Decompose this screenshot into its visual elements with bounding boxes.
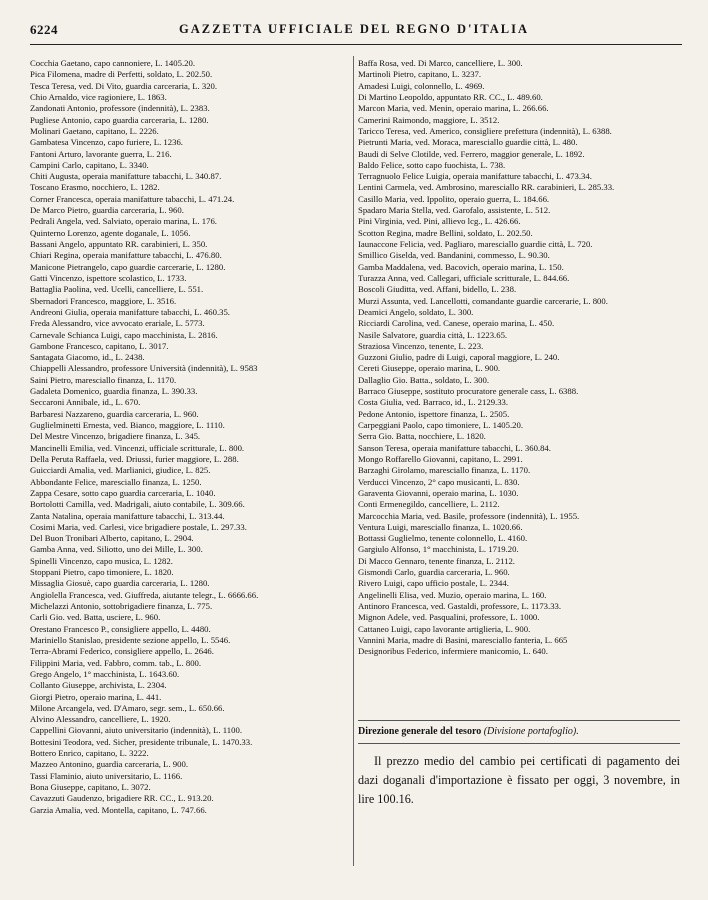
list-item: Mazzeo Antonino, guardia carceraria, L. 900. <box>30 759 188 770</box>
list-item: De Marco Pietro, guardia carceraria, L. 960. <box>30 205 184 216</box>
list-item: Carnevale Schianca Luigi, capo macchinista, L. 2816. <box>30 329 218 340</box>
list-item: Pietrunti Maria, ved. Moraca, maresciallo guardie città, L. 480. <box>358 137 578 148</box>
list-item: Pedone Antonio, ispettore finanza, L. 2505. <box>358 408 510 419</box>
list-item: Angelinelli Elisa, ved. Muzio, operaio marina, L. 160. <box>358 589 547 600</box>
list-item: Toscano Erasmo, nocchiero, L. 1282. <box>30 182 160 193</box>
list-item: Martinoli Pietro, capitano, L. 3237. <box>358 69 482 80</box>
list-item: Orestano Francesco P., consigliere appello, L. 4480. <box>30 623 211 634</box>
list-item: Pini Virginia, ved. Pini, allievo lcg., L. 426.66. <box>358 216 521 227</box>
list-item: Gadaleta Domenico, guardia finanza, L. 390.33. <box>30 386 198 397</box>
list-item: Sbernadori Francesco, maggiore, L. 3516. <box>30 295 177 306</box>
list-item: Ricciardi Carolina, ved. Canese, operaio marina, L. 450. <box>358 318 555 329</box>
list-item: Conti Ermenegildo, cancelliere, L. 2112. <box>358 499 500 510</box>
list-item: Molinari Gaetano, capitano, L. 2226. <box>30 125 159 136</box>
list-item: Cereti Giuseppe, operaio marina, L. 900. <box>358 363 501 374</box>
list-item: Casillo Maria, ved. Ippolito, operaio guerra, L. 184.66. <box>358 193 550 204</box>
list-item: Santagata Giacomo, id., L. 2438. <box>30 352 145 363</box>
list-item: Carpeggiani Paolo, capo timoniere, L. 1405.20. <box>358 420 524 430</box>
list-item: Barzaghi Girolamo, maresciallo finanza, L. 1170. <box>358 465 531 476</box>
list-item: Serra Gio. Batta, nocchiere, L. 1820. <box>358 431 486 442</box>
list-item: Collanto Giuseppe, archivista, L. 2304. <box>30 680 167 691</box>
list-item: Baldo Felice, sotto capo fuochista, L. 738. <box>358 159 506 170</box>
list-item: Michelazzi Antonio, sottobrigadiere finanza, L. 775. <box>30 601 213 611</box>
list-item: Carli Gio. ved. Batta, usciere, L. 960. <box>30 612 161 623</box>
list-item: Bottesini Teodora, ved. Sicher, presidente tribunale, L. 1470.33. <box>30 736 253 747</box>
list-item: Mancinelli Emilia, ved. Vincenzi, ufficiale scritturale, L. 800. <box>30 442 245 453</box>
list-item: Della Peruta Raffaela, ved. Driussi, furier maggiore, L. 288. <box>30 453 239 464</box>
list-item: Alvino Alessandro, cancelliere, L. 1920. <box>30 714 171 725</box>
list-item: Gambone Francesco, capitano, L. 3017. <box>30 340 169 351</box>
list-item: Gismondi Carlo, guardia carceraria, L. 960. <box>358 567 510 578</box>
section-rule-top <box>358 720 680 721</box>
section-title: Direzione generale del tesoro <box>358 726 482 737</box>
list-item: Terra-Abrami Federico, consigliere appello, L. 2646. <box>30 646 214 657</box>
list-item: Designoribus Federico, infermiere manicomio, L. 640. <box>358 646 548 657</box>
header-rule <box>30 44 682 45</box>
list-item: Mongo Roffarello Giovanni, capitano, L. 2991. <box>358 453 523 464</box>
list-item: Taricco Teresa, ved. Americo, consigliere prefettura (indennità), L. 6388. <box>358 125 612 136</box>
list-item: Andreoni Giulia, operaia manifatture tabacchi, L. 460.35. <box>30 306 230 317</box>
list-item: Chiti Augusta, operaia manifatture tabacchi, L. 340.87. <box>30 171 222 182</box>
list-item: Straziosa Vincenzo, tenente, L. 223. <box>358 340 484 351</box>
list-item: Murzi Assunta, ved. Lancellotti, comandante guardie carcerarie, L. 800. <box>358 295 608 306</box>
list-item: Garaventa Giovanni, operaio marina, L. 1030. <box>358 487 519 498</box>
list-item: Angiolella Francesca, ved. Giuffreda, aiutante telegr., L. 6666.66. <box>30 589 259 600</box>
list-item: Gatti Vincenzo, ispettore scolastico, L. 1733. <box>30 272 187 283</box>
list-item: Gambatesa Vincenzo, capo furiere, L. 1236. <box>30 137 183 148</box>
list-item: Pedrali Angela, ved. Salviato, operaio marina, L. 176. <box>30 216 217 227</box>
list-item: Chiari Regina, operaia manifatture tabacchi, L. 476.80. <box>30 250 222 261</box>
list-item: Guicciardi Amalia, ved. Marlianici, giudice, L. 825. <box>30 465 211 476</box>
list-item: Pugliese Antonio, capo guardia carceraria, L. 1280. <box>30 114 209 125</box>
list-item: Bottassi Guglielmo, tenente colonnello, L. 4160. <box>358 533 528 544</box>
list-item: Del Mestre Vincenzo, brigadiere finanza, L. 345. <box>30 431 201 442</box>
list-item: Barbaresi Nazzareno, guardia carceraria, L. 960. <box>30 408 199 419</box>
list-item: Chio Arnaldo, vice ragioniere, L. 1863. <box>30 91 167 102</box>
list-item: Di Macco Gennaro, tenente finanza, L. 2112. <box>358 555 515 566</box>
list-item: Smillico Giselda, ved. Bandanini, commesso, L. 90.30. <box>358 250 550 261</box>
list-item: Cocchia Gaetano, capo cannoniere, L. 1405.20. <box>30 58 195 68</box>
list-item: Chiappelli Alessandro, professore Università (indennità), L. 9583 <box>30 363 258 374</box>
list-item: Boscoli Giuditta, ved. Affani, bidello, L. 238. <box>358 284 517 295</box>
list-item: Costa Giulia, ved. Barraco, id., L. 2129.33. <box>358 397 509 408</box>
treasury-section <box>358 720 680 809</box>
list-item: Gargiulo Alfonso, 1° macchinista, L. 1719.20. <box>358 544 519 555</box>
list-item: Nasile Salvatore, guardia città, L. 1223.65. <box>358 329 508 340</box>
left-column-list <box>30 58 350 816</box>
list-item: Spinelli Vincenzo, capo musica, L. 1282. <box>30 555 173 566</box>
list-item: Tassi Flaminio, aiuto universitario, L. 1166. <box>30 770 183 781</box>
list-item: Amadesi Luigi, colonnello, L. 4969. <box>358 80 485 91</box>
list-item: Corner Francesca, operaia manifatture tabacchi, L. 471.24. <box>30 193 235 204</box>
list-item: Filippini Maria, ved. Fabbro, comm. tab., L. 800. <box>30 657 202 668</box>
list-item: Guzzoni Giulio, padre di Luigi, caporal maggiore, L. 240. <box>358 352 560 363</box>
list-item: Abbondante Felice, maresciallo finanza, L. 1250. <box>30 476 202 487</box>
list-item: Fantoni Arturo, lavorante guerra, L. 216. <box>30 148 172 159</box>
list-item: Pica Filomena, madre di Perfetti, soldato, L. 202.50. <box>30 69 213 80</box>
list-item: Zandonati Antonio, professore (indennità), L. 2383. <box>30 103 210 114</box>
list-item: Rivero Luigi, capo ufficio postale, L. 2344. <box>358 578 509 589</box>
list-item: Turazza Anna, ved. Callegari, ufficiale scritturale, L. 844.66. <box>358 272 570 283</box>
list-item: Bona Giuseppe, capitano, L. 3072. <box>30 782 151 792</box>
list-item: Guglielminetti Ernesta, ved. Bianco, maggiore, L. 1110. <box>30 420 225 430</box>
list-item: Scotton Regina, madre Bellini, soldato, L. 202.50. <box>358 227 533 238</box>
list-item: Antinoro Francesca, ved. Gastaldi, professore, L. 1173.33. <box>358 601 562 611</box>
list-item: Zanta Natalina, operaia manifatture tabacchi, L. 313.44. <box>30 510 225 521</box>
right-column-list <box>358 58 683 658</box>
exchange-notice: Il prezzo medio del cambio pei certificati di pagamento dei dazi doganali d'importazione è fissato per oggi, 3 novembre, in lire 100.16. <box>358 754 680 806</box>
list-item: Terragnuolo Felice Luigia, operaia manifatture tabacchi, L. 473.34. <box>358 171 592 182</box>
list-item: Barraco Giuseppe, sostituto procuratore generale cass, L. 6388. <box>358 386 579 397</box>
list-item: Bortolotti Camilla, ved. Madrigali, aiuto contabile, L. 309.66. <box>30 499 245 510</box>
list-item: Verducci Vincenzo, 2° capo musicanti, L. 830. <box>358 476 520 487</box>
list-item: Del Buon Tronibari Alberto, capitano, L. 2904. <box>30 533 194 544</box>
list-item: Gamba Anna, ved. Siliotto, uno dei Mille, L. 300. <box>30 544 203 555</box>
list-item: Missaglia Giosuè, capo guardia carceraria, L. 1280. <box>30 578 210 589</box>
list-item: Baffa Rosa, ved. Di Marco, cancelliere, L. 300. <box>358 58 523 68</box>
list-item: Seccaroni Annibale, id., L. 670. <box>30 397 141 408</box>
list-item: Stoppani Pietro, capo timoniere, L. 1820. <box>30 567 174 578</box>
list-item: Dallaglio Gio. Batta., soldato, L. 300. <box>358 374 490 385</box>
column-separator <box>353 56 354 866</box>
list-item: Manicone Pietrangelo, capo guardie carcerarie, L. 1280. <box>30 261 226 272</box>
list-item: Deamici Angelo, soldato, L. 300. <box>358 306 474 317</box>
list-item: Campini Carlo, capitano, L. 3340. <box>30 159 149 170</box>
list-item: Marcocchia Maria, ved. Basile, professore (indennità), L. 1955. <box>358 510 580 521</box>
section-subtitle: (Divisione portafoglio). <box>483 726 579 737</box>
list-item: Lentini Carmela, ved. Ambrosino, maresciallo RR. carabinieri, L. 285.33. <box>358 182 615 193</box>
list-item: Mariniello Stanislao, presidente sezione appello, L. 5546. <box>30 634 231 645</box>
list-item: Giorgi Pietro, operaio marina, L. 441. <box>30 691 162 702</box>
list-item: Baudi di Selve Clotilde, ved. Ferrero, maggior generale, L. 1892. <box>358 148 585 159</box>
list-item: Cattaneo Luigi, capo lavorante artiglieria, L. 900. <box>358 623 531 634</box>
list-item: Battaglia Paolina, ved. Ucelli, cancelliere, L. 551. <box>30 284 204 295</box>
list-item: Gamba Maddalena, ved. Bacovich, operaio marina, L. 150. <box>358 261 564 272</box>
list-item: Freda Alessandro, vice avvocato erariale, L. 5773. <box>30 318 205 329</box>
list-item: Mignon Adele, ved. Pasqualini, professore, L. 1000. <box>358 612 540 623</box>
list-item: Iaunaccone Felicia, ved. Pagliaro, maresciallo guardie città, L. 720. <box>358 239 593 249</box>
list-item: Di Martino Leopoldo, appuntato RR. CC., L. 489.60. <box>358 91 543 102</box>
list-item: Vannini Maria, madre di Basini, maresciallo fanteria, L. 665 <box>358 634 568 645</box>
list-item: Cappellini Giovanni, aiuto universitario (indennità), L. 1100. <box>30 725 242 736</box>
list-item: Saini Pietro, maresciallo finanza, L. 1170. <box>30 374 177 385</box>
list-item: Quinterno Lorenzo, agente doganale, L. 1056. <box>30 227 191 238</box>
list-item: Garzia Amalia, ved. Montella, capitano, L. 747.66. <box>30 804 207 815</box>
list-item: Grego Angelo, 1° macchinista, L. 1643.60. <box>30 668 180 679</box>
list-item: Tesca Teresa, ved. Di Vito, guardia carceraria, L. 320. <box>30 80 218 91</box>
list-item: Bassani Angelo, appuntato RR. carabinieri, L. 350. <box>30 239 208 249</box>
list-item: Sanson Teresa, operaia manifatture tabacchi, L. 360.84. <box>358 442 551 453</box>
list-item: Ventura Luigi, maresciallo finanza, L. 1020.66. <box>358 521 523 532</box>
list-item: Spadaro Maria Stella, ved. Garofalo, assistente, L. 512. <box>358 205 551 216</box>
masthead-title: GAZZETTA UFFICIALE DEL REGNO D'ITALIA <box>179 22 529 36</box>
list-item: Marcon Maria, ved. Menin, operaio marina, L. 266.66. <box>358 103 549 114</box>
list-item: Milone Arcangela, ved. D'Amaro, segr. sem., L. 650.66. <box>30 702 225 713</box>
list-item: Zappa Cesare, sotto capo guardia carceraria, L. 1040. <box>30 487 216 498</box>
section-heading <box>358 725 680 739</box>
section-rule-bottom <box>358 743 680 744</box>
page-number: 6224 <box>30 22 58 37</box>
list-item: Cosimi Maria, ved. Carlesi, vice brigadiere postale, L. 297.33. <box>30 521 247 532</box>
list-item: Camerini Raimondo, maggiore, L. 3512. <box>358 114 500 125</box>
page-header <box>0 22 708 42</box>
list-item: Bottero Enrico, capitano, L. 3222. <box>30 748 149 759</box>
list-item: Cavazzuti Gaudenzo, brigadiere RR. CC., L. 913.20. <box>30 793 214 804</box>
